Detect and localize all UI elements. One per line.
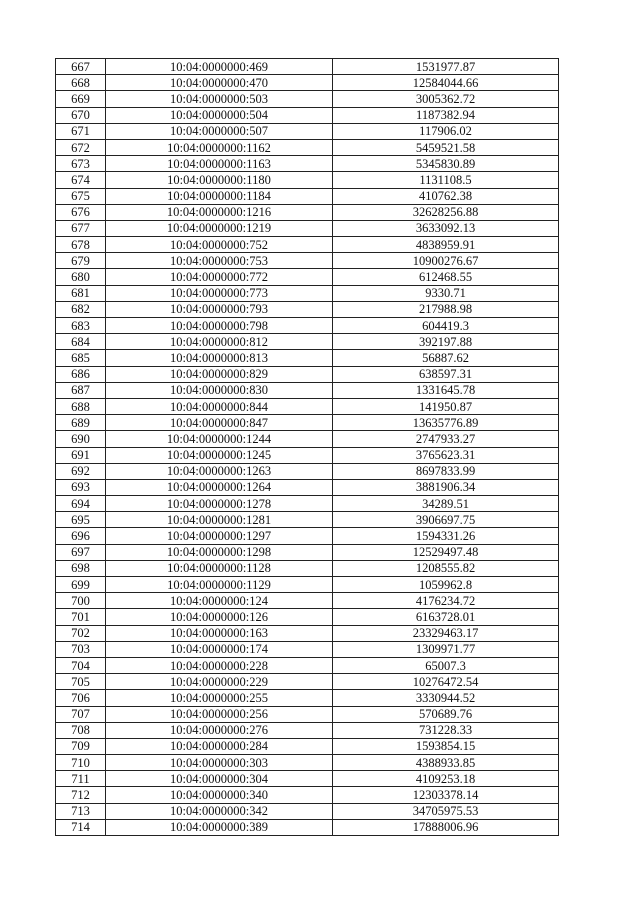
value-cell: 34705975.53 [333,803,559,819]
value-cell: 23329463.17 [333,625,559,641]
table-row [56,123,559,139]
row-number-cell: 676 [56,204,106,220]
table-row [56,722,559,738]
table-row [56,301,559,317]
row-number-cell: 669 [56,91,106,107]
table-row [56,528,559,544]
row-number-cell: 672 [56,139,106,155]
value-cell: 1131108.5 [333,172,559,188]
cadastral-number-cell: 10:04:0000000:256 [106,706,333,722]
cadastral-value-table [55,58,558,836]
table-row [56,107,559,123]
cadastral-number-cell: 10:04:0000000:174 [106,641,333,657]
row-number-cell: 693 [56,479,106,495]
value-cell: 4109253.18 [333,771,559,787]
cadastral-number-cell: 10:04:0000000:389 [106,819,333,835]
cadastral-number-cell: 10:04:0000000:1297 [106,528,333,544]
table-row [56,609,559,625]
row-number-cell: 696 [56,528,106,544]
row-number-cell: 712 [56,787,106,803]
row-number-cell: 714 [56,819,106,835]
cadastral-number-cell: 10:04:0000000:276 [106,722,333,738]
table-row [56,479,559,495]
value-cell: 4176234.72 [333,593,559,609]
value-cell: 612468.55 [333,269,559,285]
table-row [56,398,559,414]
cadastral-number-cell: 10:04:0000000:304 [106,771,333,787]
row-number-cell: 709 [56,738,106,754]
row-number-cell: 686 [56,366,106,382]
value-cell: 9330.71 [333,285,559,301]
cadastral-number-cell: 10:04:0000000:507 [106,123,333,139]
row-number-cell: 700 [56,593,106,609]
table-row [56,237,559,253]
cadastral-number-cell: 10:04:0000000:830 [106,382,333,398]
value-cell: 3765623.31 [333,447,559,463]
table-body [56,59,559,836]
value-cell: 604419.3 [333,318,559,334]
row-number-cell: 687 [56,382,106,398]
table-row [56,641,559,657]
cadastral-number-cell: 10:04:0000000:793 [106,301,333,317]
value-cell: 638597.31 [333,366,559,382]
cadastral-number-cell: 10:04:0000000:503 [106,91,333,107]
value-cell: 410762.38 [333,188,559,204]
row-number-cell: 702 [56,625,106,641]
row-number-cell: 688 [56,398,106,414]
table-row [56,382,559,398]
table-row [56,512,559,528]
row-number-cell: 710 [56,755,106,771]
row-number-cell: 683 [56,318,106,334]
value-cell: 17888006.96 [333,819,559,835]
value-cell: 13635776.89 [333,415,559,431]
cadastral-number-cell: 10:04:0000000:1128 [106,560,333,576]
table-row [56,738,559,754]
cadastral-number-cell: 10:04:0000000:847 [106,415,333,431]
value-cell: 12584044.66 [333,75,559,91]
value-cell: 217988.98 [333,301,559,317]
cadastral-number-cell: 10:04:0000000:1298 [106,544,333,560]
row-number-cell: 674 [56,172,106,188]
cadastral-number-cell: 10:04:0000000:753 [106,253,333,269]
row-number-cell: 678 [56,237,106,253]
cadastral-number-cell: 10:04:0000000:813 [106,350,333,366]
value-cell: 12529497.48 [333,544,559,560]
cadastral-number-cell: 10:04:0000000:812 [106,334,333,350]
cadastral-number-cell: 10:04:0000000:1244 [106,431,333,447]
cadastral-number-cell: 10:04:0000000:1264 [106,479,333,495]
value-cell: 1593854.15 [333,738,559,754]
row-number-cell: 691 [56,447,106,463]
row-number-cell: 671 [56,123,106,139]
value-cell: 10276472.54 [333,674,559,690]
value-cell: 5345830.89 [333,156,559,172]
row-number-cell: 682 [56,301,106,317]
cadastral-number-cell: 10:04:0000000:1162 [106,139,333,155]
value-cell: 12303378.14 [333,787,559,803]
row-number-cell: 713 [56,803,106,819]
row-number-cell: 670 [56,107,106,123]
cadastral-number-cell: 10:04:0000000:1180 [106,172,333,188]
value-cell: 1208555.82 [333,560,559,576]
row-number-cell: 705 [56,674,106,690]
row-number-cell: 703 [56,641,106,657]
table-row [56,91,559,107]
cadastral-number-cell: 10:04:0000000:752 [106,237,333,253]
value-cell: 5459521.58 [333,139,559,155]
row-number-cell: 694 [56,496,106,512]
row-number-cell: 685 [56,350,106,366]
value-cell: 4388933.85 [333,755,559,771]
value-cell: 1309971.77 [333,641,559,657]
cadastral-number-cell: 10:04:0000000:342 [106,803,333,819]
table-row [56,431,559,447]
cadastral-number-cell: 10:04:0000000:829 [106,366,333,382]
row-number-cell: 708 [56,722,106,738]
row-number-cell: 673 [56,156,106,172]
value-cell: 1187382.94 [333,107,559,123]
table-row [56,819,559,835]
table-row [56,755,559,771]
table-row [56,544,559,560]
data-table [55,58,559,836]
table-row [56,285,559,301]
table-row [56,463,559,479]
cadastral-number-cell: 10:04:0000000:1163 [106,156,333,172]
value-cell: 1331645.78 [333,382,559,398]
table-row [56,706,559,722]
value-cell: 3330944.52 [333,690,559,706]
cadastral-number-cell: 10:04:0000000:772 [106,269,333,285]
value-cell: 570689.76 [333,706,559,722]
table-row [56,334,559,350]
table-row [56,156,559,172]
value-cell: 3633092.13 [333,220,559,236]
cadastral-number-cell: 10:04:0000000:1278 [106,496,333,512]
table-row [56,172,559,188]
table-row [56,366,559,382]
cadastral-number-cell: 10:04:0000000:255 [106,690,333,706]
table-row [56,59,559,75]
row-number-cell: 668 [56,75,106,91]
table-row [56,350,559,366]
value-cell: 1531977.87 [333,59,559,75]
value-cell: 731228.33 [333,722,559,738]
value-cell: 2747933.27 [333,431,559,447]
table-row [56,593,559,609]
row-number-cell: 684 [56,334,106,350]
value-cell: 65007.3 [333,657,559,673]
table-row [56,75,559,91]
row-number-cell: 675 [56,188,106,204]
value-cell: 6163728.01 [333,609,559,625]
row-number-cell: 677 [56,220,106,236]
cadastral-number-cell: 10:04:0000000:470 [106,75,333,91]
cadastral-number-cell: 10:04:0000000:844 [106,398,333,414]
table-row [56,657,559,673]
row-number-cell: 690 [56,431,106,447]
value-cell: 4838959.91 [333,237,559,253]
cadastral-number-cell: 10:04:0000000:126 [106,609,333,625]
cadastral-number-cell: 10:04:0000000:1184 [106,188,333,204]
cadastral-number-cell: 10:04:0000000:163 [106,625,333,641]
table-row [56,690,559,706]
table-row [56,139,559,155]
cadastral-number-cell: 10:04:0000000:1129 [106,577,333,593]
value-cell: 1594331.26 [333,528,559,544]
value-cell: 10900276.67 [333,253,559,269]
cadastral-number-cell: 10:04:0000000:1219 [106,220,333,236]
table-row [56,269,559,285]
table-row [56,188,559,204]
table-row [56,447,559,463]
table-row [56,787,559,803]
cadastral-number-cell: 10:04:0000000:340 [106,787,333,803]
cadastral-number-cell: 10:04:0000000:504 [106,107,333,123]
value-cell: 3881906.34 [333,479,559,495]
row-number-cell: 681 [56,285,106,301]
cadastral-number-cell: 10:04:0000000:303 [106,755,333,771]
row-number-cell: 701 [56,609,106,625]
cadastral-number-cell: 10:04:0000000:1263 [106,463,333,479]
row-number-cell: 680 [56,269,106,285]
value-cell: 1059962.8 [333,577,559,593]
table-row [56,577,559,593]
cadastral-number-cell: 10:04:0000000:469 [106,59,333,75]
cadastral-number-cell: 10:04:0000000:284 [106,738,333,754]
table-row [56,771,559,787]
table-row [56,415,559,431]
value-cell: 3005362.72 [333,91,559,107]
row-number-cell: 692 [56,463,106,479]
cadastral-number-cell: 10:04:0000000:229 [106,674,333,690]
row-number-cell: 667 [56,59,106,75]
row-number-cell: 698 [56,560,106,576]
table-row [56,318,559,334]
value-cell: 56887.62 [333,350,559,366]
table-row [56,220,559,236]
cadastral-number-cell: 10:04:0000000:1245 [106,447,333,463]
row-number-cell: 699 [56,577,106,593]
cadastral-number-cell: 10:04:0000000:773 [106,285,333,301]
value-cell: 32628256.88 [333,204,559,220]
table-row [56,674,559,690]
row-number-cell: 679 [56,253,106,269]
table-row [56,803,559,819]
value-cell: 3906697.75 [333,512,559,528]
cadastral-number-cell: 10:04:0000000:124 [106,593,333,609]
value-cell: 392197.88 [333,334,559,350]
row-number-cell: 697 [56,544,106,560]
table-row [56,253,559,269]
table-row [56,560,559,576]
cadastral-number-cell: 10:04:0000000:798 [106,318,333,334]
value-cell: 141950.87 [333,398,559,414]
cadastral-number-cell: 10:04:0000000:1281 [106,512,333,528]
row-number-cell: 711 [56,771,106,787]
table-row [56,204,559,220]
value-cell: 117906.02 [333,123,559,139]
table-row [56,625,559,641]
value-cell: 34289.51 [333,496,559,512]
cadastral-number-cell: 10:04:0000000:1216 [106,204,333,220]
cadastral-number-cell: 10:04:0000000:228 [106,657,333,673]
row-number-cell: 707 [56,706,106,722]
row-number-cell: 704 [56,657,106,673]
row-number-cell: 695 [56,512,106,528]
row-number-cell: 706 [56,690,106,706]
row-number-cell: 689 [56,415,106,431]
value-cell: 8697833.99 [333,463,559,479]
table-row [56,496,559,512]
